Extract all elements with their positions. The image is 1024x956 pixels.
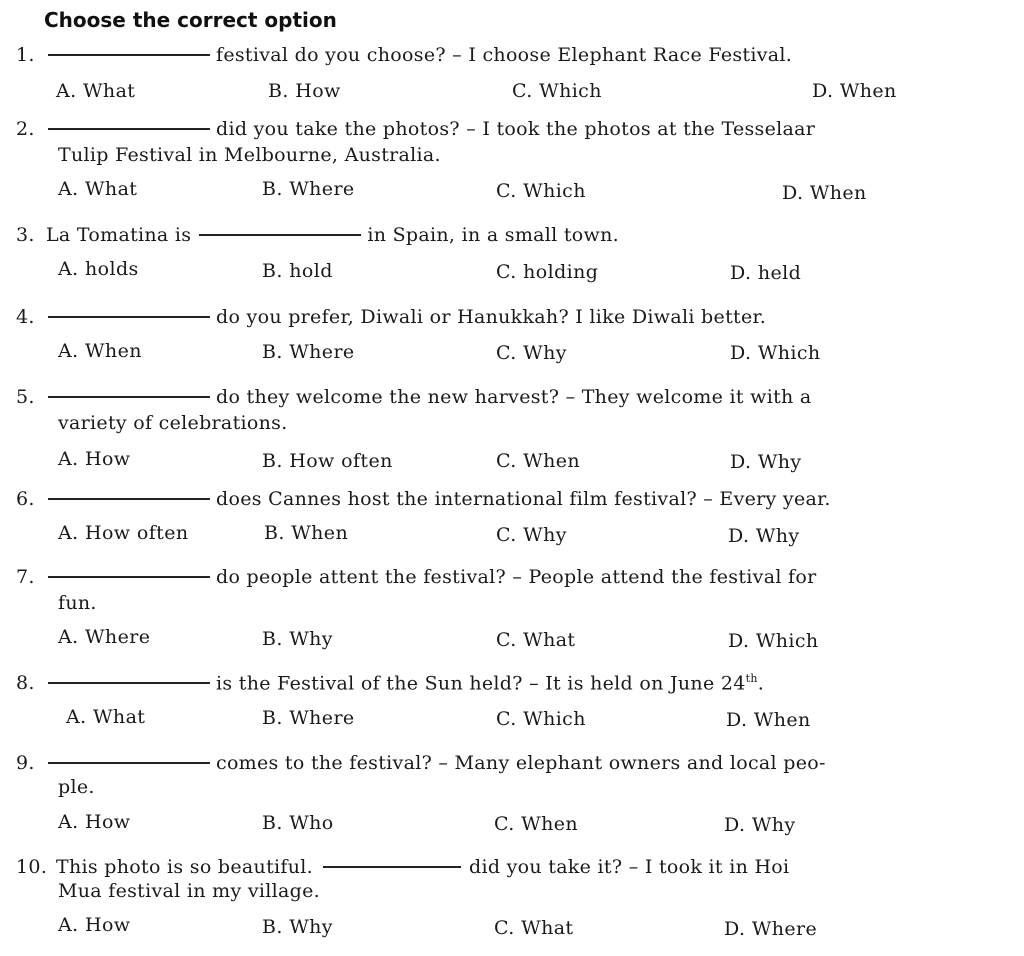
question-2 — [16, 118, 984, 140]
question-text: does Cannes host the international film festival? – Every year. — [216, 488, 831, 510]
question-continuation: Tulip Festival in Melbourne, Australia. — [58, 144, 441, 166]
question-text: do they welcome the new harvest? – They welcome it with a — [216, 386, 812, 408]
answer-blank — [48, 53, 210, 56]
question-continuation: variety of celebrations. — [58, 412, 288, 434]
question-text: do you prefer, Diwali or Hanukkah? I like Diwali better. — [216, 306, 767, 328]
option-d: D. Why — [724, 814, 796, 836]
question-9 — [16, 752, 984, 774]
answer-blank — [199, 233, 361, 236]
option-b: B. When — [264, 522, 349, 544]
option-d: D. Which — [728, 630, 819, 652]
question-10 — [16, 856, 984, 878]
question-number: 1. — [16, 44, 35, 66]
ordinal-suffix: th — [745, 672, 758, 685]
worksheet-title: Choose the correct option — [44, 8, 337, 32]
option-c: C. Why — [496, 524, 567, 546]
question-3 — [16, 224, 984, 246]
option-b: B. Where — [262, 178, 355, 200]
option-c: C. Why — [496, 342, 567, 364]
answer-blank — [48, 395, 210, 398]
question-number: 4. — [16, 306, 35, 328]
option-c: C. When — [494, 813, 578, 835]
option-d: D. When — [782, 182, 867, 204]
question-text: comes to the festival? – Many elephant owners and local peo- — [216, 752, 826, 774]
question-text: is the Festival of the Sun held? – It is held on June 24 — [216, 672, 746, 695]
option-d: D. Why — [728, 525, 800, 547]
question-1 — [16, 44, 984, 66]
answer-blank — [48, 315, 210, 318]
question-5 — [16, 386, 984, 408]
question-continuation: fun. — [58, 592, 97, 614]
question-8 — [16, 672, 984, 694]
option-b: B. How often — [262, 450, 393, 472]
question-4 — [16, 306, 984, 328]
question-number: 10. — [16, 856, 48, 878]
question-text: do people attent the festival? – People attend the festival for — [216, 566, 817, 588]
question-number: 7. — [16, 566, 35, 588]
question-text-before: This photo is so beautiful. — [56, 856, 313, 878]
option-b: B. Why — [262, 628, 333, 650]
answer-blank — [323, 865, 461, 868]
question-number: 9. — [16, 752, 35, 774]
answer-blank — [48, 761, 210, 764]
option-d: D. When — [812, 80, 897, 102]
option-c: C. What — [496, 629, 576, 651]
option-a: A. holds — [58, 258, 139, 280]
question-number: 3. — [16, 224, 35, 246]
option-a: A. What — [58, 178, 138, 200]
option-c: C. Which — [496, 708, 586, 730]
option-b: B. How — [268, 80, 341, 102]
option-b: B. Where — [262, 341, 355, 363]
option-a: A. How — [58, 914, 131, 936]
option-a: A. How — [58, 811, 131, 833]
question-6 — [16, 488, 984, 510]
option-a: A. When — [58, 340, 142, 362]
option-d: D. When — [726, 709, 811, 731]
question-7 — [16, 566, 984, 588]
option-a: A. Where — [58, 626, 151, 648]
answer-blank — [48, 127, 210, 130]
option-c: C. Which — [496, 180, 586, 202]
option-c: C. What — [494, 917, 574, 939]
answer-blank — [48, 497, 210, 500]
option-c: C. When — [496, 450, 580, 472]
option-b: B. Who — [262, 812, 334, 834]
option-a: A. What — [56, 80, 136, 102]
option-c: C. holding — [496, 261, 599, 283]
question-text-before: La Tomatina is — [46, 224, 192, 246]
answer-blank — [48, 681, 210, 684]
question-number: 6. — [16, 488, 35, 510]
option-b: B. Where — [262, 707, 355, 729]
option-d: D. held — [730, 262, 802, 284]
question-number: 8. — [16, 672, 35, 695]
option-a: A. What — [66, 706, 146, 728]
option-d: D. Where — [724, 918, 818, 940]
question-number: 2. — [16, 118, 35, 140]
question-continuation: Mua festival in my village. — [58, 880, 320, 902]
option-a: A. How often — [58, 522, 189, 544]
answer-blank — [48, 575, 210, 578]
question-text: festival do you choose? – I choose Elephant Race Festival. — [216, 44, 793, 66]
option-c: C. Which — [512, 80, 602, 102]
question-continuation: ple. — [58, 776, 95, 798]
option-d: D. Which — [730, 342, 821, 364]
question-text: in Spain, in a small town. — [367, 224, 619, 246]
question-number: 5. — [16, 386, 35, 408]
question-text-end: . — [757, 672, 765, 695]
option-b: B. hold — [262, 260, 333, 282]
option-b: B. Why — [262, 916, 333, 938]
option-d: D. Why — [730, 451, 802, 473]
question-text: did you take the photos? – I took the photos at the Tesselaar — [216, 118, 816, 140]
option-a: A. How — [58, 448, 131, 470]
question-text: did you take it? – I took it in Hoi — [469, 856, 790, 878]
